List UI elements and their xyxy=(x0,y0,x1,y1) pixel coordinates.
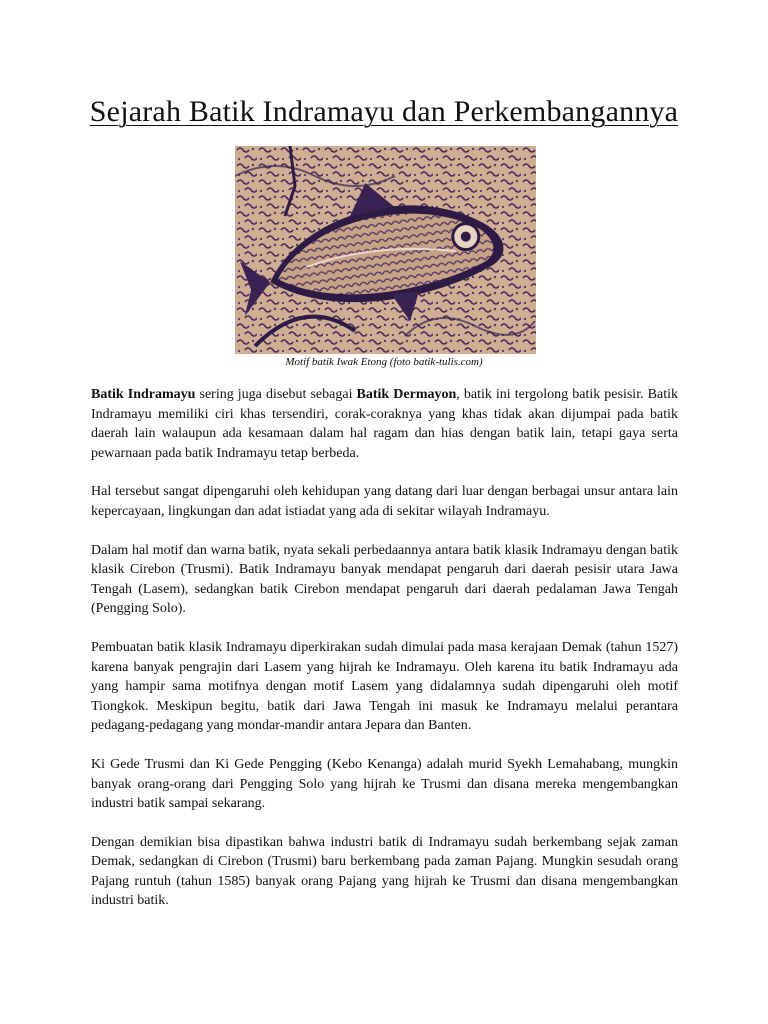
paragraph-3: Dalam hal motif dan warna batik, nyata sekali perbedaannya antara batik klasik Indramayu dengan batik klasik Cirebon (Trusmi). Batik Indramayu banyak mendapat pengaruh dari daerah pesisir utara Jawa Tengah (Lasem), sedangkan batik Cirebon mendapat pengaruh dari daerah pedalaman Jawa Tengah (Pengging Solo). xyxy=(91,542,678,617)
page-title: Sejarah Batik Indramayu dan Perkembangannya xyxy=(89,95,679,128)
figure-caption: Motif batik Iwak Etong (foto batik-tulis.com) xyxy=(285,356,483,368)
paragraph-2: Hal tersebut sangat dipengaruhi oleh kehidupan yang datang dari luar dengan berbagai unsur antara lain kepercayaan, lingkungan dan adat istiadat yang ada di sekitar wilayah Indramayu. xyxy=(91,484,678,519)
article-body xyxy=(91,385,678,930)
paragraph-6: Dengan demikian bisa dipastikan bahwa industri batik di Indramayu sudah berkembang sejak zaman Demak, sedangkan di Cirebon (Trusmi) baru berkembang pada zaman Pajang. Mungkin sesudah orang Pajang runtuh (tahun 1585) banyak orang Pajang yang hijrah ke Trusmi dan disana mengembangkan industri batik. xyxy=(91,834,678,909)
bold-term-batik-indramayu: Batik Indramayu xyxy=(91,387,196,402)
paragraph-4: Pembuatan batik klasik Indramayu diperkirakan sudah dimulai pada masa kerajaan Demak (tahun 1527) karena banyak pengrajin dari Lasem yang hijrah ke Indramayu. Oleh karena itu batik Indramayu ada yang hampir sama motifnya dengan motif Lasem yang didalamnya sudah dipengaruhi oleh motif Tiongkok. Meskipun begitu, batik dari Jawa Tengah ini masuk ke Indramayu melalui perantara pedagang-pedagang yang mondar-mandir antara Jepara dan Banten. xyxy=(91,639,678,734)
batik-iwak-etong-image xyxy=(235,146,536,354)
paragraph-1 xyxy=(91,385,678,463)
paragraph-1-text-a: sering juga disebut sebagai xyxy=(195,387,357,402)
bold-term-batik-dermayon: Batik Dermayon xyxy=(356,387,457,402)
paragraph-1-text-b: , batik ini tergolong batik pesisir. Batik Indramayu memiliki ciri khas tersendiri, corak-coraknya yang khas tidak akan dijumpai pada batik daerah lain walaupun ada kesamaan dalam hal ragam dan hias dengan batik lain, tetapi gaya serta pewarnaan pada batik Indramayu tetap berbeda. xyxy=(91,387,678,461)
paragraph-5: Ki Gede Trusmi dan Ki Gede Pengging (Kebo Kenanga) adalah murid Syekh Lemahabang, mungkin banyak orang-orang dari Pengging Solo yang hijrah ke Trusmi dan disana mereka mengembangkan industri batik sampai sekarang. xyxy=(91,756,678,812)
